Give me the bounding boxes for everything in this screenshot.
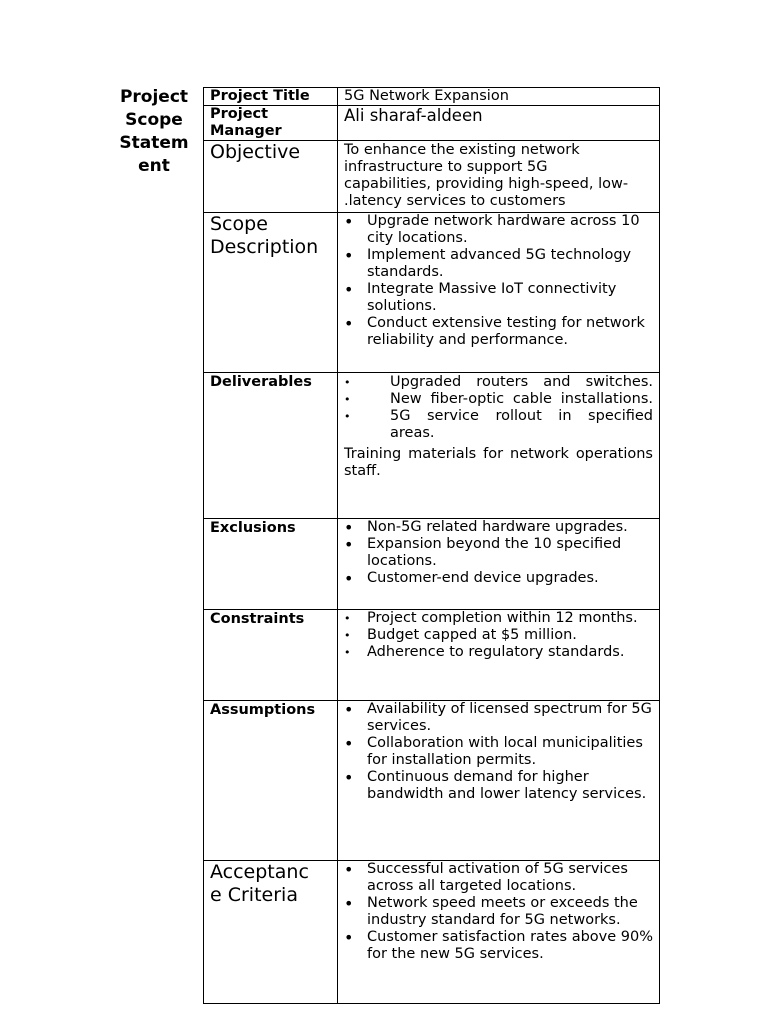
deliverables-trailing-text: Training materials for network operations staff. [344,446,653,479]
scope-description-label [204,213,338,373]
row-constraints [204,610,660,701]
list-item: • Customer satisfaction rates above 90% for the new 5G services. [367,929,653,963]
project-title-value: 5G Network Expansion [338,88,660,106]
deliverables-list [344,373,653,442]
list-item: • Continuous demand for higher bandwidth and lower latency services. [367,769,653,803]
list-item: • Customer-end device upgrades. [367,570,653,587]
list-item: • Upgraded routers and switches. [390,374,653,391]
list-item: • Expansion beyond the 10 specified locations. [367,536,653,570]
constraints-label-text: Constraints [210,611,305,627]
acceptance-criteria-label-line: e Criteria [210,884,298,906]
scope-description-label-line: Description [210,236,319,258]
list-item: • Integrate Massive IoT connectivity solutions. [367,281,653,315]
row-exclusions [204,519,660,610]
project-manager-value: Ali sharaf-aldeen [338,106,660,141]
acceptance-criteria-label-line: Acceptanc [210,861,309,883]
list-item: • 5G service rollout in specified areas. [390,408,653,442]
project-scope-table [203,87,660,1004]
acceptance-criteria-value [338,861,660,1004]
project-manager-label-line: Project [210,106,269,122]
list-item: • New fiber-optic cable installations. [390,391,653,408]
row-acceptance-criteria [204,861,660,1004]
constraints-value [338,610,660,701]
objective-line: To enhance the existing network [344,142,580,158]
side-title-line: Statem [119,133,189,153]
deliverables-label-text: Deliverables [210,374,312,390]
project-title-label: Project Title [204,88,338,106]
list-item: • Budget capped at $5 million. [367,627,653,644]
exclusions-label-text: Exclusions [210,520,296,536]
list-item: • Conduct extensive testing for network reliability and performance. [367,315,653,349]
list-item: • Non-5G related hardware upgrades. [367,519,653,536]
assumptions-value [338,701,660,861]
scope-description-label-line: Scope [210,213,268,235]
exclusions-list [344,519,653,587]
scope-description-list [344,213,653,349]
side-title-line: Project [119,87,189,107]
objective-label: Objective [204,141,338,213]
scope-description-value [338,213,660,373]
list-item: • Adherence to regulatory standards. [367,644,653,661]
objective-value [338,141,660,213]
list-item: • Availability of licensed spectrum for 5G services. [367,701,653,735]
project-manager-label [204,106,338,141]
project-manager-label-line: Manager [210,123,282,139]
constraints-list [344,610,653,661]
document-side-title [113,86,195,178]
row-deliverables [204,373,660,519]
list-item: • Upgrade network hardware across 10 city locations. [367,213,653,247]
assumptions-list [344,701,653,803]
list-item: • Implement advanced 5G technology standards. [367,247,653,281]
row-scope-description [204,213,660,373]
list-item: • Project completion within 12 months. [367,610,653,627]
deliverables-label [204,373,338,519]
exclusions-value [338,519,660,610]
row-objective [204,141,660,213]
list-item: • Collaboration with local municipalities for installation permits. [367,735,653,769]
row-assumptions [204,701,660,861]
row-project-manager [204,106,660,141]
objective-line: infrastructure to support 5G [344,159,548,175]
acceptance-criteria-list [344,861,653,963]
exclusions-label [204,519,338,610]
constraints-label [204,610,338,701]
list-item: • Successful activation of 5G services across all targeted locations. [367,861,653,895]
list-item: • Network speed meets or exceeds the industry standard for 5G networks. [367,895,653,929]
objective-line: capabilities, providing high-speed, low- [344,176,629,192]
side-title-line: Scope [125,110,183,130]
objective-line: .latency services to customers [344,193,566,209]
assumptions-label [204,701,338,861]
deliverables-value [338,373,660,519]
side-title-line: ent [138,156,170,176]
acceptance-criteria-label [204,861,338,1004]
row-project-title [204,88,660,106]
assumptions-label-text: Assumptions [210,702,316,718]
